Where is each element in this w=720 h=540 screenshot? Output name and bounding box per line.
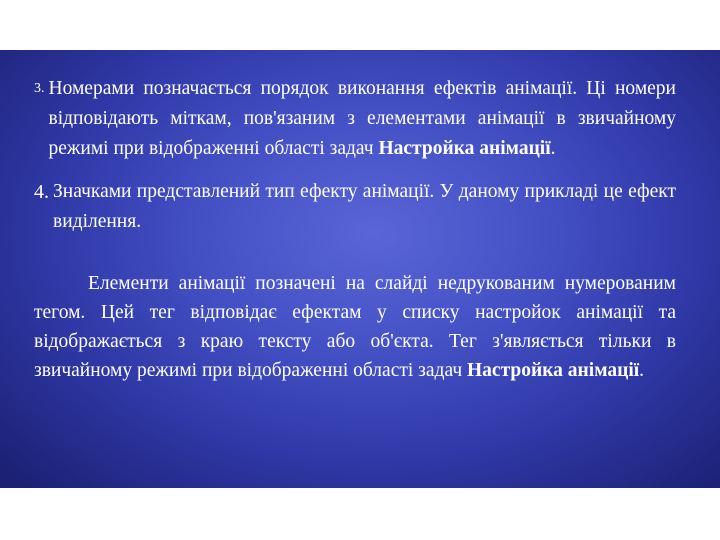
item-number: 3. (34, 81, 45, 96)
slide (0, 50, 720, 488)
body-paragraph (34, 269, 676, 385)
paragraph-text-lead: Елементи анімації позначені на слайді недрукованим нумерованим тегом. Цей тег відповідає ефектам у списку настройок анімації та відображається з краю тексту або об'єкта. Тег з'являється тільки в звичайному режимі при відображенні області задач (34, 273, 676, 381)
list-item-3 (34, 74, 676, 164)
paragraph-text-tail: . (639, 360, 645, 381)
item-text (49, 74, 677, 164)
item-text-lead: Номерами позначається порядок виконання ефектів анімації. Ці номери відповідають міткам, пов'язаним з елементами анімації в звичайному режимі при відображенні області задач (48, 78, 676, 159)
list-item-4 (34, 177, 676, 237)
item-number: 4. (34, 181, 49, 203)
paragraph-text-bold: Настройка анімації (467, 360, 640, 381)
item-text-bold: Настройка анімації (378, 138, 551, 159)
item-text-tail: . (550, 138, 556, 159)
item-text: Значками представлений тип ефекту анімації. У даному прикладі це ефект виділення. (53, 181, 676, 232)
